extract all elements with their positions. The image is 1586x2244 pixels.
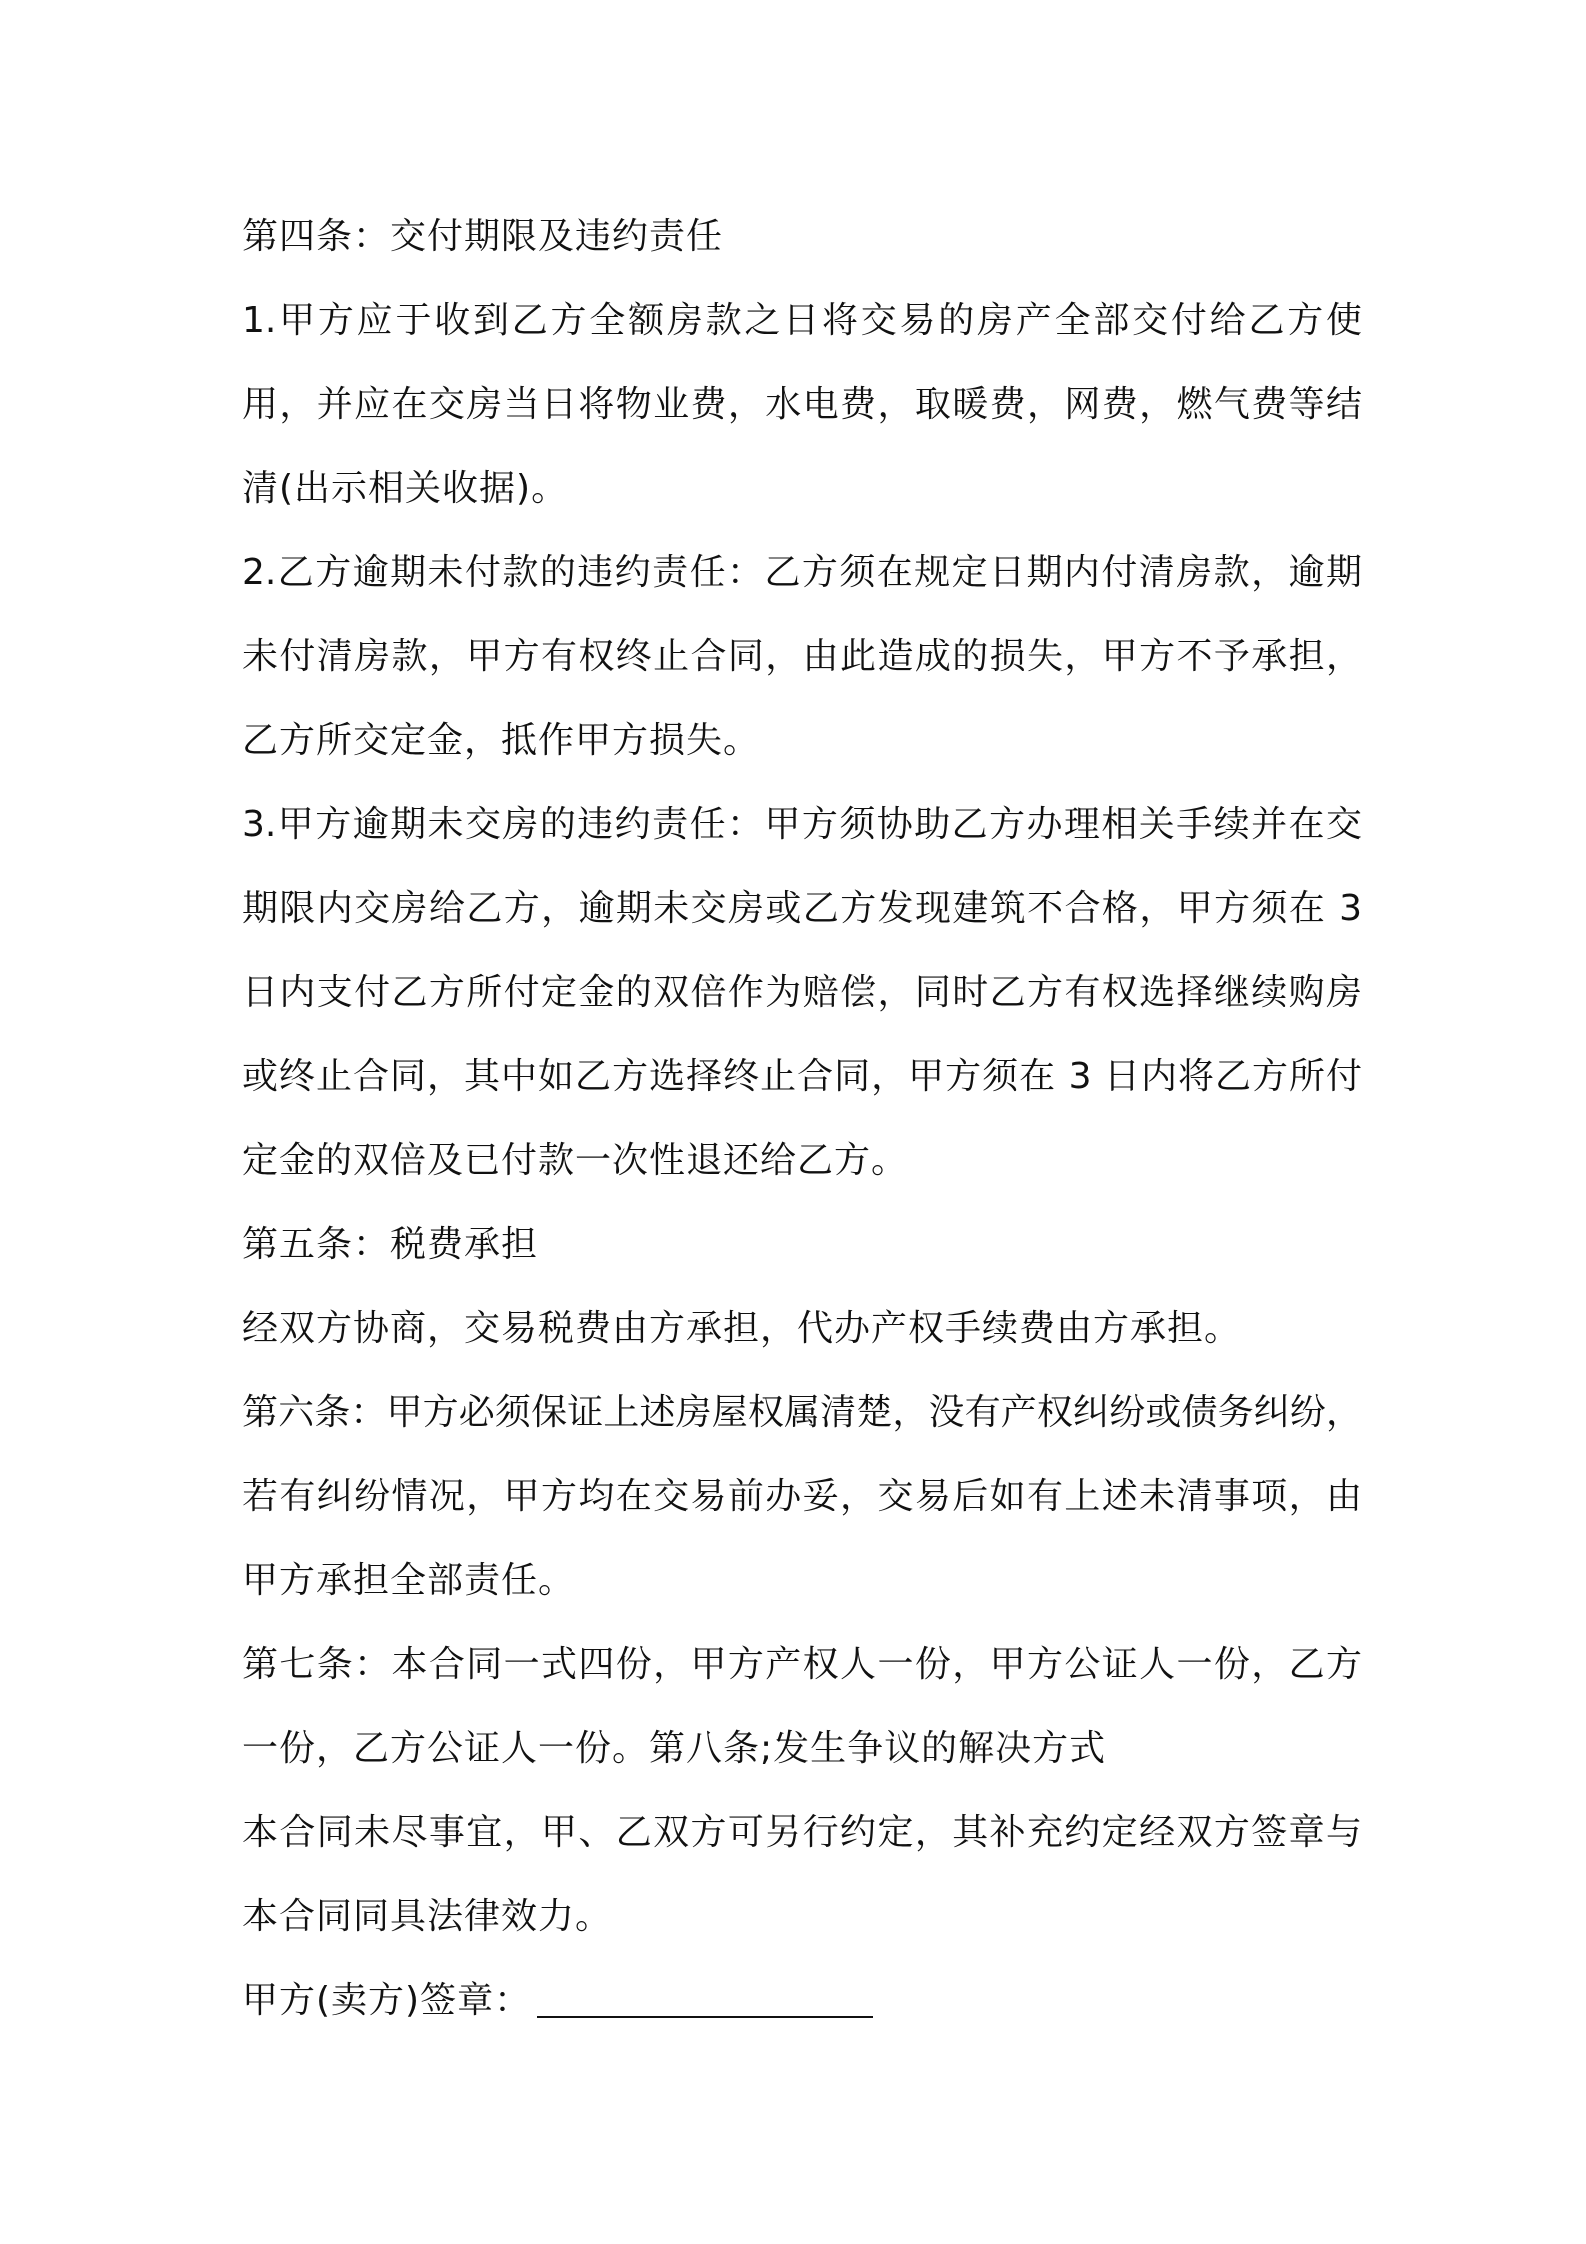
article-5-heading: 第五条：税费承担 bbox=[242, 1224, 539, 1265]
article-5-body: 经双方协商，交易税费由方承担，代办产权手续费由方承担。 bbox=[242, 1308, 1242, 1349]
article-4-clause-2-line-1: 2.乙方逾期未付款的违约责任：乙方须在规定日期内付清房款，逾期 bbox=[242, 552, 1362, 593]
article-4-clause-3-line-2: 期限内交房给乙方，逾期未交房或乙方发现建筑不合格，甲方须在 3 bbox=[242, 888, 1362, 929]
article-4-clause-3-line-4: 或终止合同，其中如乙方选择终止合同，甲方须在 3 日内将乙方所付 bbox=[242, 1056, 1362, 1097]
article-4-clause-1-line-3: 清(出示相关收据)。 bbox=[242, 468, 569, 509]
article-7-line-2: 一份，乙方公证人一份。第八条;发生争议的解决方式 bbox=[242, 1728, 1107, 1769]
document-body bbox=[242, 195, 1362, 2043]
article-4-clause-3-line-3: 日内支付乙方所付定金的双倍作为赔偿，同时乙方有权选择继续购房 bbox=[242, 972, 1362, 1013]
seller-signature-blank bbox=[537, 2015, 873, 2018]
supplement-line-2: 本合同同具法律效力。 bbox=[242, 1896, 613, 1937]
article-4-clause-1-line-1: 1.甲方应于收到乙方全额房款之日将交易的房产全部交付给乙方使 bbox=[242, 300, 1362, 341]
seller-signature-label: 甲方(卖方)签章： bbox=[242, 1980, 532, 2021]
article-4-heading: 第四条：交付期限及违约责任 bbox=[242, 216, 724, 257]
article-4-clause-2-line-2: 未付清房款，甲方有权终止合同，由此造成的损失，甲方不予承担， bbox=[242, 636, 1362, 677]
article-6-line-2: 若有纠纷情况，甲方均在交易前办妥，交易后如有上述未清事项，由 bbox=[242, 1476, 1362, 1517]
article-4-clause-2-line-3: 乙方所交定金，抵作甲方损失。 bbox=[242, 720, 761, 761]
article-4-clause-3-line-5: 定金的双倍及已付款一次性退还给乙方。 bbox=[242, 1140, 909, 1181]
article-4-clause-3-line-1: 3.甲方逾期未交房的违约责任：甲方须协助乙方办理相关手续并在交 bbox=[242, 804, 1362, 845]
article-4-clause-1-line-2: 用，并应在交房当日将物业费，水电费，取暖费，网费，燃气费等结 bbox=[242, 384, 1362, 425]
article-6-line-1: 第六条：甲方必须保证上述房屋权属清楚，没有产权纠纷或债务纠纷， bbox=[242, 1392, 1362, 1433]
seller-signature-row bbox=[242, 1959, 1362, 2043]
article-7-line-1: 第七条：本合同一式四份，甲方产权人一份，甲方公证人一份，乙方 bbox=[242, 1644, 1362, 1685]
article-6-line-3: 甲方承担全部责任。 bbox=[242, 1560, 576, 1601]
supplement-line-1: 本合同未尽事宜，甲、乙双方可另行约定，其补充约定经双方签章与 bbox=[242, 1812, 1362, 1853]
